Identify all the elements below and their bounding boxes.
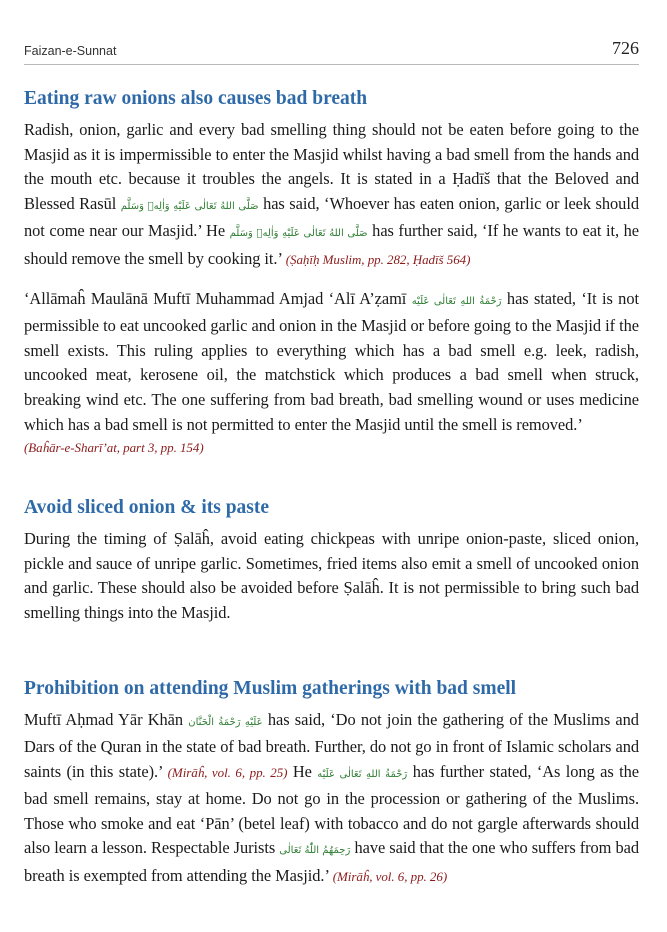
text-run: has stated, ‘It is not permissible to eat uncooked garlic and onion in the Masjid or before going to the Masjid if the smell exists. This ruling applies to everything which has a bad smell e.g. leek, radish, uncooked meat, kerosene oil, the matchstick which produces a bad smell when struck, breaking wind etc. The one suffering from bad breath, bad smelling wound or uses medicine which has a bad smell is not permitted to enter the Masjid until the smell is removed.’ [24, 288, 639, 434]
citation: (Baĥār-e-Sharī’at, part 3, pp. 154) [24, 440, 204, 456]
text-run: has said, ‘Do not join the gathering of the Muslims and Dars of the Quran in the state of bad breath. Further, do not go in front of Islamic scholars and saints (in this state).’ [24, 709, 639, 781]
citation: (Ṣaḥīḥ Muslim, pp. 282, Ḥadīš 564) [285, 251, 471, 267]
paragraph [24, 287, 639, 460]
section-heading: Avoid sliced onion & its paste [24, 497, 270, 519]
honorific-calligraphy: رَحْمَةُ اللهِ تَعَالٰى عَلَيْه [411, 295, 502, 307]
paragraph: During the timing of Ṣalāĥ, avoid eating chickpeas with unripe onion-paste, sliced onion, pickle and sauce of unripe garlic. Sometimes, fried items also emit a smell of uncooked onion and garlic. These should also be avoided before Ṣalāĥ. It is not permissible to bring such bad smelling things into the Masjid. [24, 529, 639, 622]
text-run: have said that the one who suffers from bad breath is exempted from attending the Masjid.’ [24, 838, 639, 886]
citation: (Mirāĥ, vol. 6, pp. 26) [332, 869, 448, 885]
honorific-calligraphy: صَلَّى اللهُ تَعَالٰى عَلَيْهِ وَاٰلِهٖ وَسَلَّم [229, 228, 368, 240]
honorific-calligraphy: رَحْمَةُ اللهِ تَعَالٰى عَلَيْه [317, 768, 408, 780]
page-header [24, 38, 639, 65]
page-content [24, 86, 639, 932]
section-heading: Eating raw onions also causes bad breath [24, 88, 368, 109]
paragraph [24, 118, 639, 273]
text-run: has said, ‘Whoever has eaten onion, garlic or leek should not come near our Masjid.’ He [24, 193, 639, 241]
text-run: has further said, ‘If he wants to eat it, he should remove the smell by cooking it.’ [24, 221, 639, 268]
text-run: He [292, 761, 312, 781]
section-gatherings [24, 676, 639, 890]
text-run: ‘Allāmaĥ Maulānā Muftī Muhammad Amjad ‘Alī A’ẓamī [24, 288, 407, 308]
text-run: Radish, onion, garlic and every bad smelling thing should not be eaten before going to the Masjid as it is impermissible to enter the Masjid whilst having a bad smell from the hands and the mouth etc. because it troubles the angels. It is stated in a Ḥadīš that the Beloved and Blessed Rasūl [24, 120, 639, 213]
paragraph [24, 708, 639, 890]
citation: (Mirāĥ, vol. 6, pp. 25) [167, 764, 288, 780]
section-heading: Prohibition on attending Muslim gatherings with bad smell [24, 677, 517, 699]
section-sliced-onion [24, 495, 639, 625]
text-run: has further stated, ‘As long as the bad smell remains, stay at home. Do not go in the procession or gathering of the Muslims. Those who smoke and eat ‘Pān’ (betel leaf) with tobacco and do not gargle afterwards should also learn a lesson. Respectable Jurists [24, 761, 639, 858]
honorific-calligraphy: عَلَيْهِ رَحْمَةُ الْحَنَّان [188, 716, 263, 728]
page-number: 726 [612, 38, 639, 58]
section-raw-onions [24, 86, 639, 459]
text-run: Muftī Aḥmad Yār Khān [24, 709, 184, 729]
honorific-calligraphy: صَلَّى اللهُ تَعَالٰى عَلَيْهِ وَاٰلِهٖ وَسَلَّم [120, 200, 259, 212]
book-title: Faizan-e-Sunnat [24, 44, 117, 58]
honorific-calligraphy: رَحِمَهُمُ اللّٰهُ تَعَالٰى [279, 845, 351, 857]
